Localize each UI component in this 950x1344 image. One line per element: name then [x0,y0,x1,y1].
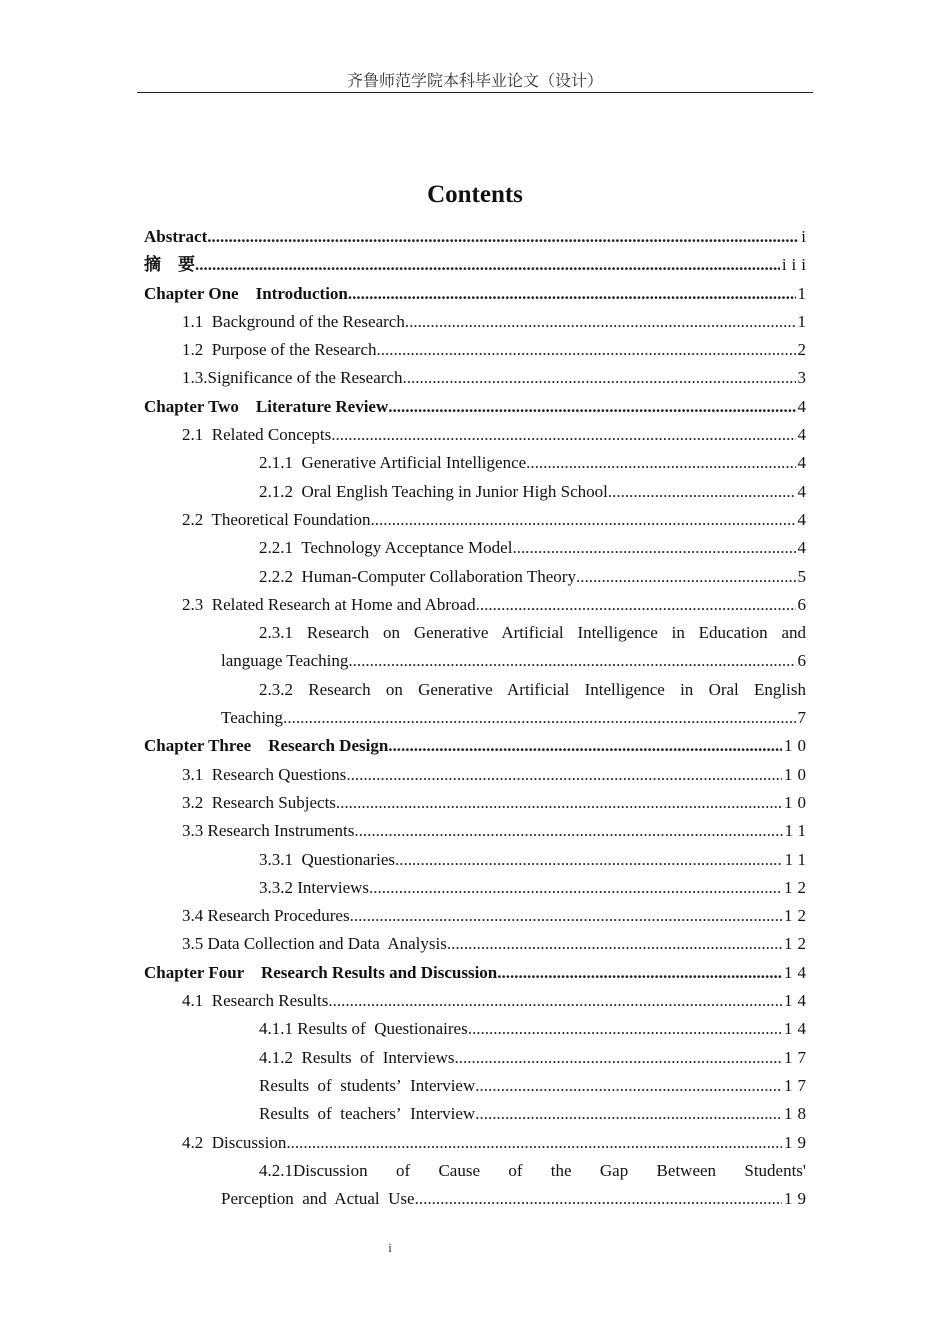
toc-entry-2-2[interactable] [144,506,811,534]
toc-page: 12 [784,906,811,926]
toc-leader [336,789,782,817]
toc-page: 5 [797,566,811,586]
toc-entry-abstract[interactable] [144,223,811,251]
toc-entry-3-5[interactable] [144,930,811,958]
toc-entry-3-3[interactable] [144,817,811,845]
toc-label: 3.1 Research Questions [182,764,347,784]
toc-page: 12 [784,877,811,897]
toc-label: 3.4 Research Procedures [182,906,350,926]
toc-label: Results of teachers’ Interview [259,1104,476,1124]
toc-label: 2.2.1 Technology Acceptance Model [259,538,513,558]
toc-leader [526,449,795,477]
toc-entry-abstract-cn[interactable] [144,251,811,279]
toc-leader [454,1044,782,1072]
toc-entry-3-3-2[interactable] [144,874,811,902]
toc-entry-2-2-1[interactable] [144,534,811,562]
toc-page: 18 [784,1104,811,1124]
toc-entry-3-1[interactable] [144,761,811,789]
toc-label: 摘 要 [144,255,195,275]
toc-label: 4.1 Research Results [182,991,329,1011]
toc-leader [388,393,795,421]
toc-page: 14 [784,1019,811,1039]
toc-page: 2 [797,340,811,360]
toc-entry-2-1[interactable] [144,421,811,449]
toc-leader [348,647,795,675]
toc-entry-chapter-one[interactable] [144,280,811,308]
toc-label: 1.2 Purpose of the Research [182,340,377,360]
toc-label: Teaching [221,708,284,728]
toc-entry-2-3-2-line1[interactable]: 2.3.2 Research on Generative Artificial Intelligence in Oral English [259,679,806,699]
toc-page: 17 [784,1047,811,1067]
toc-entry-4-1-2[interactable] [144,1044,811,1072]
toc-page: 12 [784,934,811,954]
toc-leader [377,336,796,364]
toc-leader [475,1072,782,1100]
toc-page: 1 [797,283,811,303]
toc-label: 2.1.2 Oral English Teaching in Junior High School [259,481,608,501]
toc-label: 3.3.1 Questionaries [259,849,395,869]
toc-leader [476,591,796,619]
toc-entry-2-2-2[interactable] [144,563,811,591]
toc-page: 4 [797,396,811,416]
toc-leader [328,987,782,1015]
toc-page: 10 [784,792,811,812]
toc-page: 6 [797,651,811,671]
toc-label: 3.3.2 Interviews [259,877,370,897]
toc-leader [405,308,796,336]
toc-entry-3-2[interactable] [144,789,811,817]
toc-entry-3-3-1[interactable] [144,846,811,874]
toc-page: i [801,227,811,246]
toc-page: 4 [797,538,811,558]
toc-label: 2.1 Related Concepts [182,425,332,445]
toc-leader [468,1015,782,1043]
toc-leader [286,1129,782,1157]
toc-page: 4 [797,453,811,473]
toc-leader [348,280,796,308]
toc-leader [576,563,796,591]
toc-leader [350,902,782,930]
toc-entry-chapter-two[interactable] [144,393,811,421]
toc-leader [331,421,795,449]
toc-leader [402,364,795,392]
page-header: 齐鲁师范学院本科毕业论文（设计） [137,70,813,93]
toc-leader [369,874,782,902]
toc-entry-4-1[interactable] [144,987,811,1015]
toc-page: iii [781,255,811,275]
footer-page-number: i [388,1240,392,1255]
toc-label: Chapter Three Research Design [144,736,389,756]
toc-entry-4-2-1-line1[interactable]: 4.2.1Discussion of Cause of the Gap Between Students' [259,1160,806,1180]
toc-entry-1-2[interactable] [144,336,811,364]
toc-page: 11 [784,821,811,841]
toc-entry-4-1-1[interactable] [144,1015,811,1043]
toc-label: 2.2.2 Human-Computer Collaboration Theory [259,566,576,586]
toc-leader [415,1185,782,1213]
toc-leader [354,817,782,845]
toc-leader [608,478,796,506]
toc-leader [207,223,799,251]
toc-entry-3-4[interactable] [144,902,811,930]
toc-leader [475,1100,782,1128]
toc-leader [195,251,780,279]
toc-page: 4 [797,425,811,445]
toc-page: 4 [797,481,811,501]
toc-page: 19 [784,1189,811,1209]
toc-label: 4.1.1 Results of Questionaires [259,1019,468,1039]
toc-page: 4 [797,509,811,529]
toc-entry-4-2-1-line2[interactable] [144,1185,811,1213]
toc-page: 11 [784,849,811,869]
toc-label: 4.2 Discussion [182,1132,287,1152]
toc-page: 10 [784,764,811,784]
toc-leader [346,761,782,789]
toc-page: 19 [784,1132,811,1152]
toc-entry-4-2[interactable] [144,1129,811,1157]
toc-label: Chapter One Introduction [144,283,348,303]
toc-label: 3.2 Research Subjects [182,792,336,812]
toc-label: 1.3.Significance of the Research [182,368,403,388]
toc-entry-2-3-1-line2[interactable] [144,647,811,675]
toc-leader [283,704,795,732]
toc-leader [395,846,783,874]
toc-label: 2.1.1 Generative Artificial Intelligence [259,453,527,473]
toc-label: 4.1.2 Results of Interviews [259,1047,455,1067]
toc-leader [371,506,796,534]
toc-label: 3.3 Research Instruments [182,821,355,841]
toc-label: Results of students’ Interview [259,1075,476,1095]
toc-entry-2-3[interactable] [144,591,811,619]
toc-label: Chapter Four Research Results and Discussion [144,962,498,982]
toc-page: 14 [784,991,811,1011]
toc-label: Abstract [144,227,208,246]
contents-title: Contents [427,181,523,208]
toc-leader [512,534,795,562]
toc-label: 2.2 Theoretical Foundation [182,509,371,529]
table-of-contents [144,223,811,1213]
toc-page: 17 [784,1075,811,1095]
toc-label: 2.3 Related Research at Home and Abroad [182,594,476,614]
toc-label: language Teaching [221,651,349,671]
toc-entry-4-1-2-teachers[interactable] [144,1100,811,1128]
toc-page: 14 [784,962,811,982]
toc-entry-1-3[interactable] [144,364,811,392]
toc-entry-chapter-three[interactable] [144,732,811,760]
toc-entry-chapter-four[interactable] [144,959,811,987]
toc-leader [447,930,782,958]
toc-label: 3.5 Data Collection and Data Analysis [182,934,447,954]
toc-entry-2-3-2-line2[interactable] [144,704,811,732]
toc-entry-1-1[interactable] [144,308,811,336]
toc-entry-2-1-2[interactable] [144,478,811,506]
toc-leader [497,959,782,987]
toc-label: 1.1 Background of the Research [182,311,405,331]
toc-entry-2-1-1[interactable] [144,449,811,477]
toc-page: 7 [797,708,811,728]
toc-entry-4-1-2-students[interactable] [144,1072,811,1100]
toc-page: 6 [797,594,811,614]
toc-page: 3 [797,368,811,388]
toc-entry-2-3-1-line1[interactable]: 2.3.1 Research on Generative Artificial Intelligence in Education and [259,623,806,643]
toc-page: 10 [784,736,811,756]
toc-leader [388,732,782,760]
toc-label: Chapter Two Literature Review [144,396,389,416]
toc-page: 1 [797,311,811,331]
toc-label: Perception and Actual Use [221,1189,415,1209]
